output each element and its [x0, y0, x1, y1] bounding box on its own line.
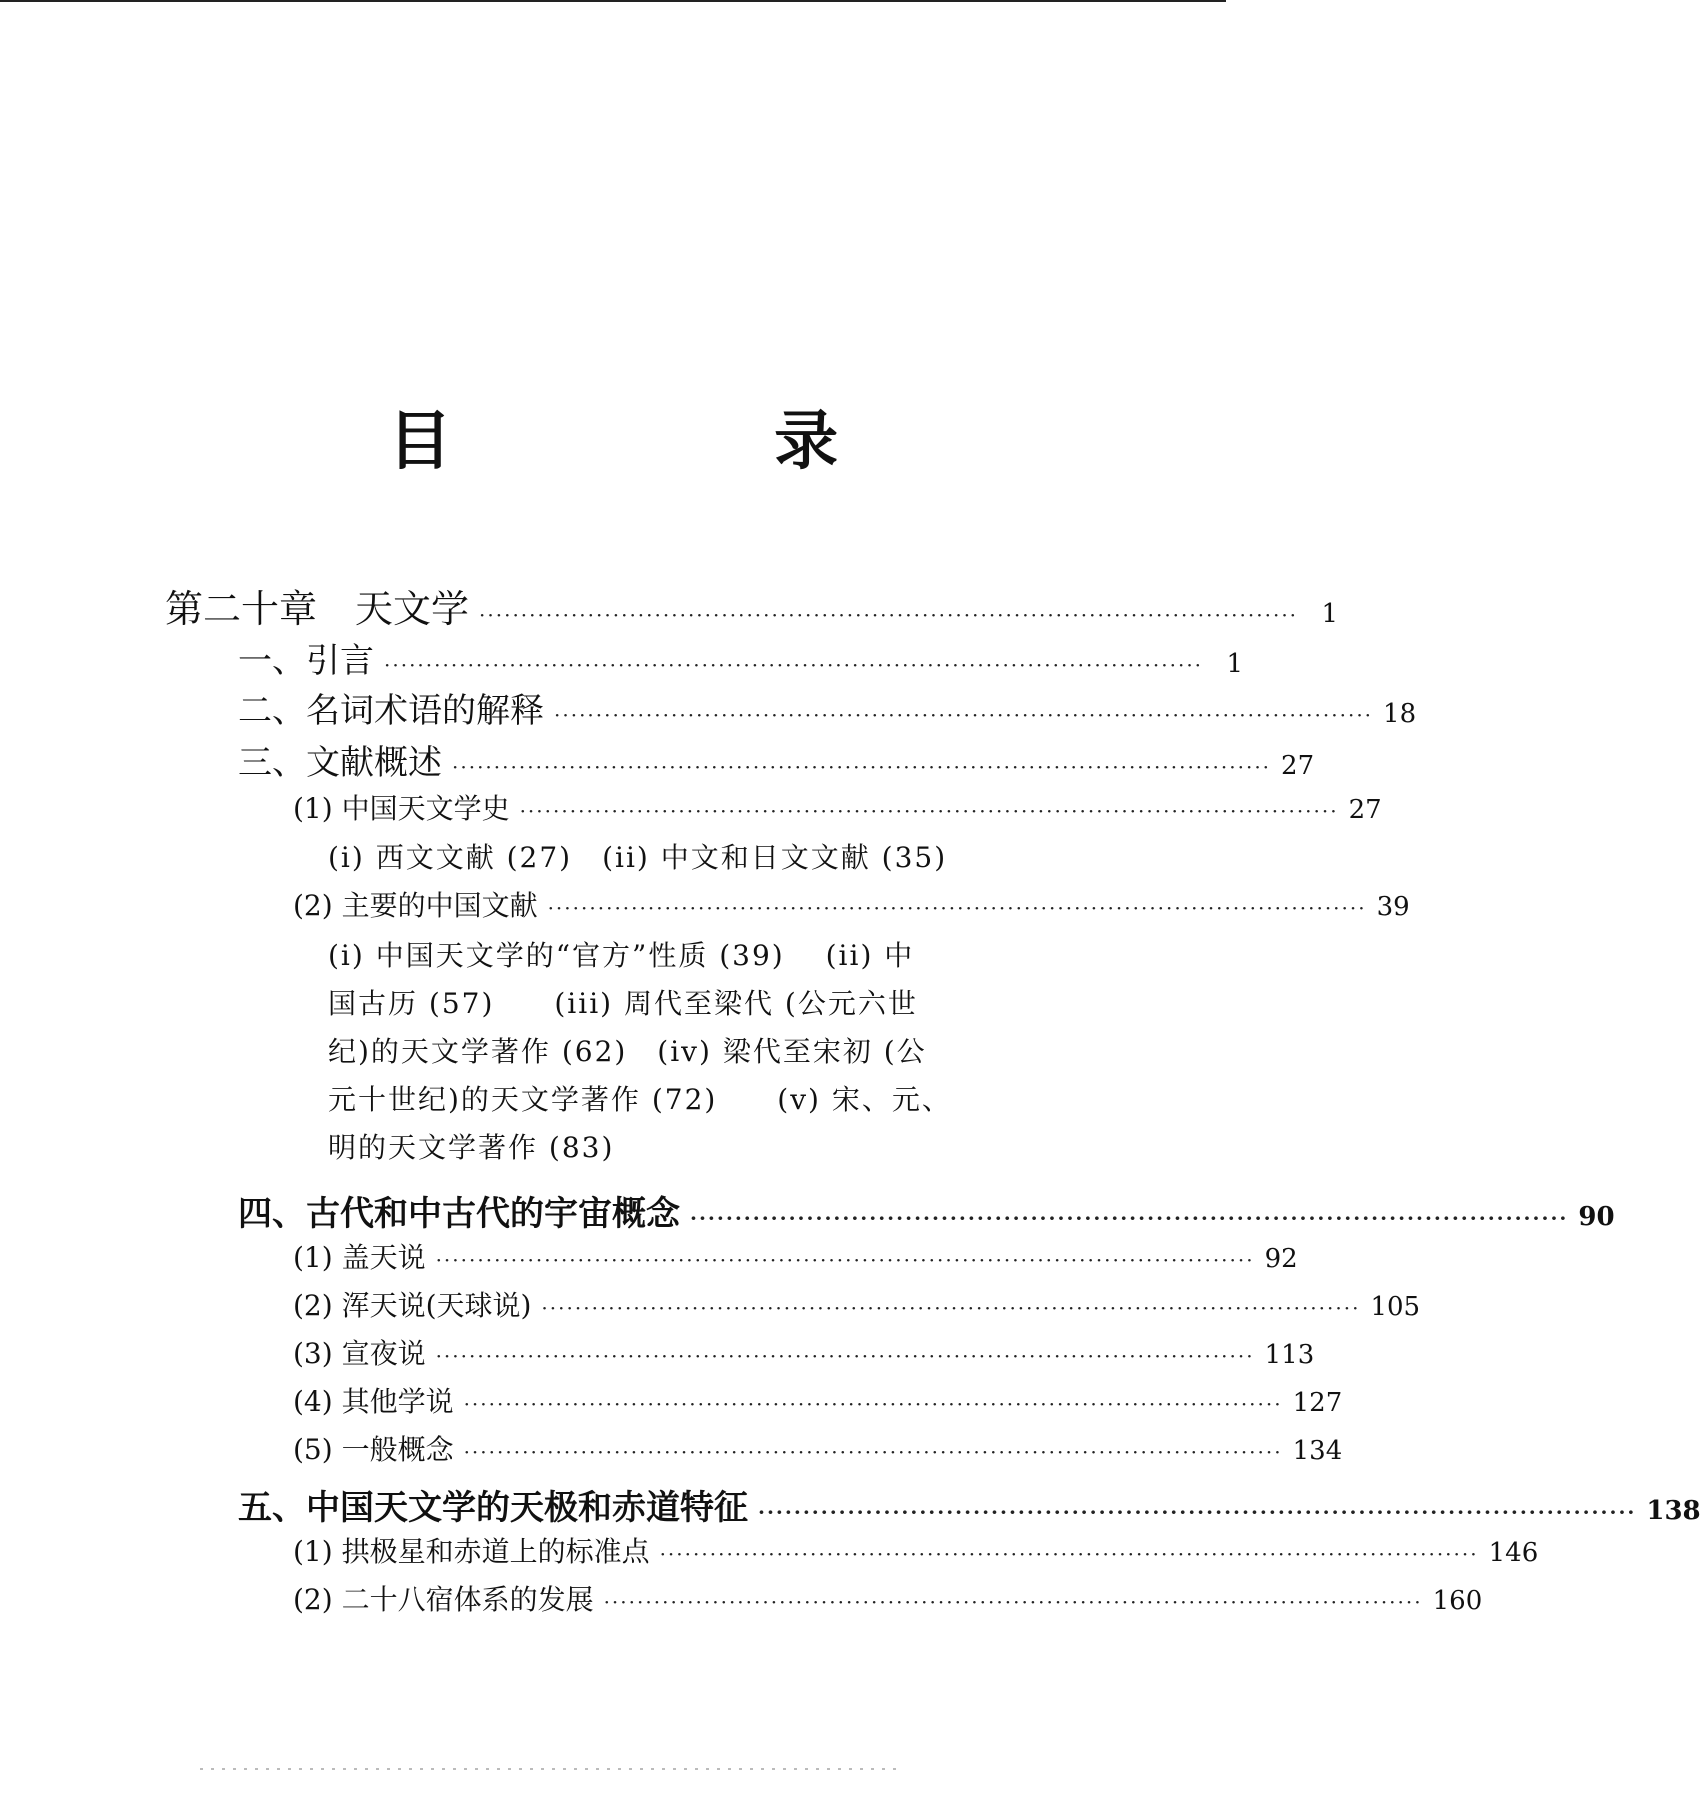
toc-entry-other-theories[interactable]	[293, 1380, 1343, 1420]
toc-entry-main-chinese-literature[interactable]	[293, 884, 1410, 924]
toc-entry-page: 146	[1488, 1538, 1539, 1568]
toc-entry-page: 27	[1281, 751, 1315, 781]
toc-entry-page: 18	[1383, 699, 1417, 729]
toc-entry-label: 五、中国天文学的天极和赤道特征	[238, 1488, 748, 1528]
toc-entry-page: 1	[1321, 599, 1339, 629]
toc-entry-page: 39	[1376, 892, 1410, 922]
toc-entry-label: (4) 其他学说	[293, 1385, 454, 1418]
toc-entry-introduction[interactable]	[238, 633, 1244, 682]
toc-subentry-line: 元十世纪)的天文学著作 (72) (v) 宋、元、	[328, 1083, 952, 1116]
leader-dots: ··································································································	[547, 896, 1367, 920]
leader-dots: ··································································································	[554, 703, 1374, 727]
toc-entry-lunar-mansions[interactable]	[293, 1578, 1483, 1618]
toc-subentries-literature-2	[328, 932, 998, 1172]
toc-entry-label: 一、引言	[238, 641, 374, 681]
toc-entry-label: (1) 盖天说	[293, 1241, 426, 1274]
page-title: 目 录	[387, 404, 989, 479]
leader-dots: ··································································································	[659, 1542, 1479, 1566]
toc-entry-page: 105	[1370, 1292, 1421, 1322]
toc-entry-page: 160	[1432, 1586, 1483, 1616]
leader-dots: ··································································································	[463, 1440, 1283, 1464]
leader-dots: ··································································································	[541, 1296, 1361, 1320]
toc-entry-page: 1	[1226, 649, 1244, 679]
toc-entry-xuanye[interactable]	[293, 1332, 1315, 1372]
toc-entry-history-of-astronomy[interactable]	[293, 787, 1382, 827]
leader-dots: ··································································································	[603, 1590, 1423, 1614]
leader-dots: ··································································································	[435, 1344, 1255, 1368]
leader-dots: ··································································································	[690, 1206, 1569, 1230]
toc-entry-label: (2) 二十八宿体系的发展	[293, 1583, 594, 1616]
toc-entry-label: 二、名词术语的解释	[238, 691, 544, 731]
toc-entry-label: (3) 宣夜说	[293, 1337, 426, 1370]
toc-entry-page: 127	[1292, 1388, 1343, 1418]
toc-subentry-line: 国古历 (57) (iii) 周代至梁代 (公元六世	[328, 987, 918, 1020]
leader-dots: ··································································································	[452, 755, 1272, 779]
scan-artifact	[200, 1768, 900, 1770]
toc-entry-page: 134	[1292, 1436, 1343, 1466]
toc-entry-label: (2) 浑天说(天球说)	[293, 1289, 532, 1322]
toc-entry-label: (5) 一般概念	[293, 1433, 454, 1466]
leader-dots: ··································································································	[463, 1392, 1283, 1416]
toc-subentry-line: (i) 中国天文学的“官方”性质 (39) (ii) 中	[328, 939, 915, 972]
toc-entry-page: 27	[1348, 795, 1382, 825]
toc-entry-label: (2) 主要的中国文献	[293, 889, 538, 922]
toc-entry-general-concepts[interactable]	[293, 1428, 1343, 1468]
toc-entry-page: 90	[1578, 1202, 1615, 1232]
toc-entry-literature[interactable]	[238, 735, 1315, 784]
toc-entry-circumpolar-stars[interactable]	[293, 1530, 1539, 1570]
toc-entry-label: 四、古代和中古代的宇宙概念	[238, 1194, 680, 1234]
toc-entry-polar-equatorial[interactable]	[238, 1480, 1701, 1529]
leader-dots: ··································································································	[479, 603, 1299, 627]
toc-entry-chapter-20[interactable]	[165, 578, 1339, 633]
toc-entry-huntian[interactable]	[293, 1284, 1421, 1324]
toc-entry-page: 92	[1264, 1244, 1298, 1274]
toc-entry-label: 第二十章 天文学	[165, 587, 470, 631]
toc-subentries-literature-1	[328, 834, 998, 882]
toc-subentry-line: (i) 西文文献 (27) (ii) 中文和日文文献 (35)	[328, 841, 948, 874]
toc-subentry-line: 纪)的天文学著作 (62) (iv) 梁代至宋初 (公	[328, 1035, 927, 1068]
leader-dots: ··································································································	[435, 1248, 1255, 1272]
toc-entry-terminology[interactable]	[238, 683, 1417, 732]
toc-entry-page: 138	[1646, 1496, 1701, 1526]
toc-entry-label: (1) 拱极星和赤道上的标准点	[293, 1535, 650, 1568]
page-top-edge	[0, 0, 1226, 2]
leader-dots: ··································································································	[519, 799, 1339, 823]
toc-entry-label: 三、文献概述	[238, 743, 442, 783]
toc-subentry-line: 明的天文学著作 (83)	[328, 1131, 615, 1164]
leader-dots: ··································································································	[758, 1500, 1637, 1524]
toc-entry-gaitian[interactable]	[293, 1236, 1298, 1276]
toc-entry-page: 113	[1264, 1340, 1315, 1370]
leader-dots: ··································································································	[384, 653, 1204, 677]
toc-entry-label: (1) 中国天文学史	[293, 792, 510, 825]
toc-entry-cosmic-concepts[interactable]	[238, 1186, 1615, 1235]
